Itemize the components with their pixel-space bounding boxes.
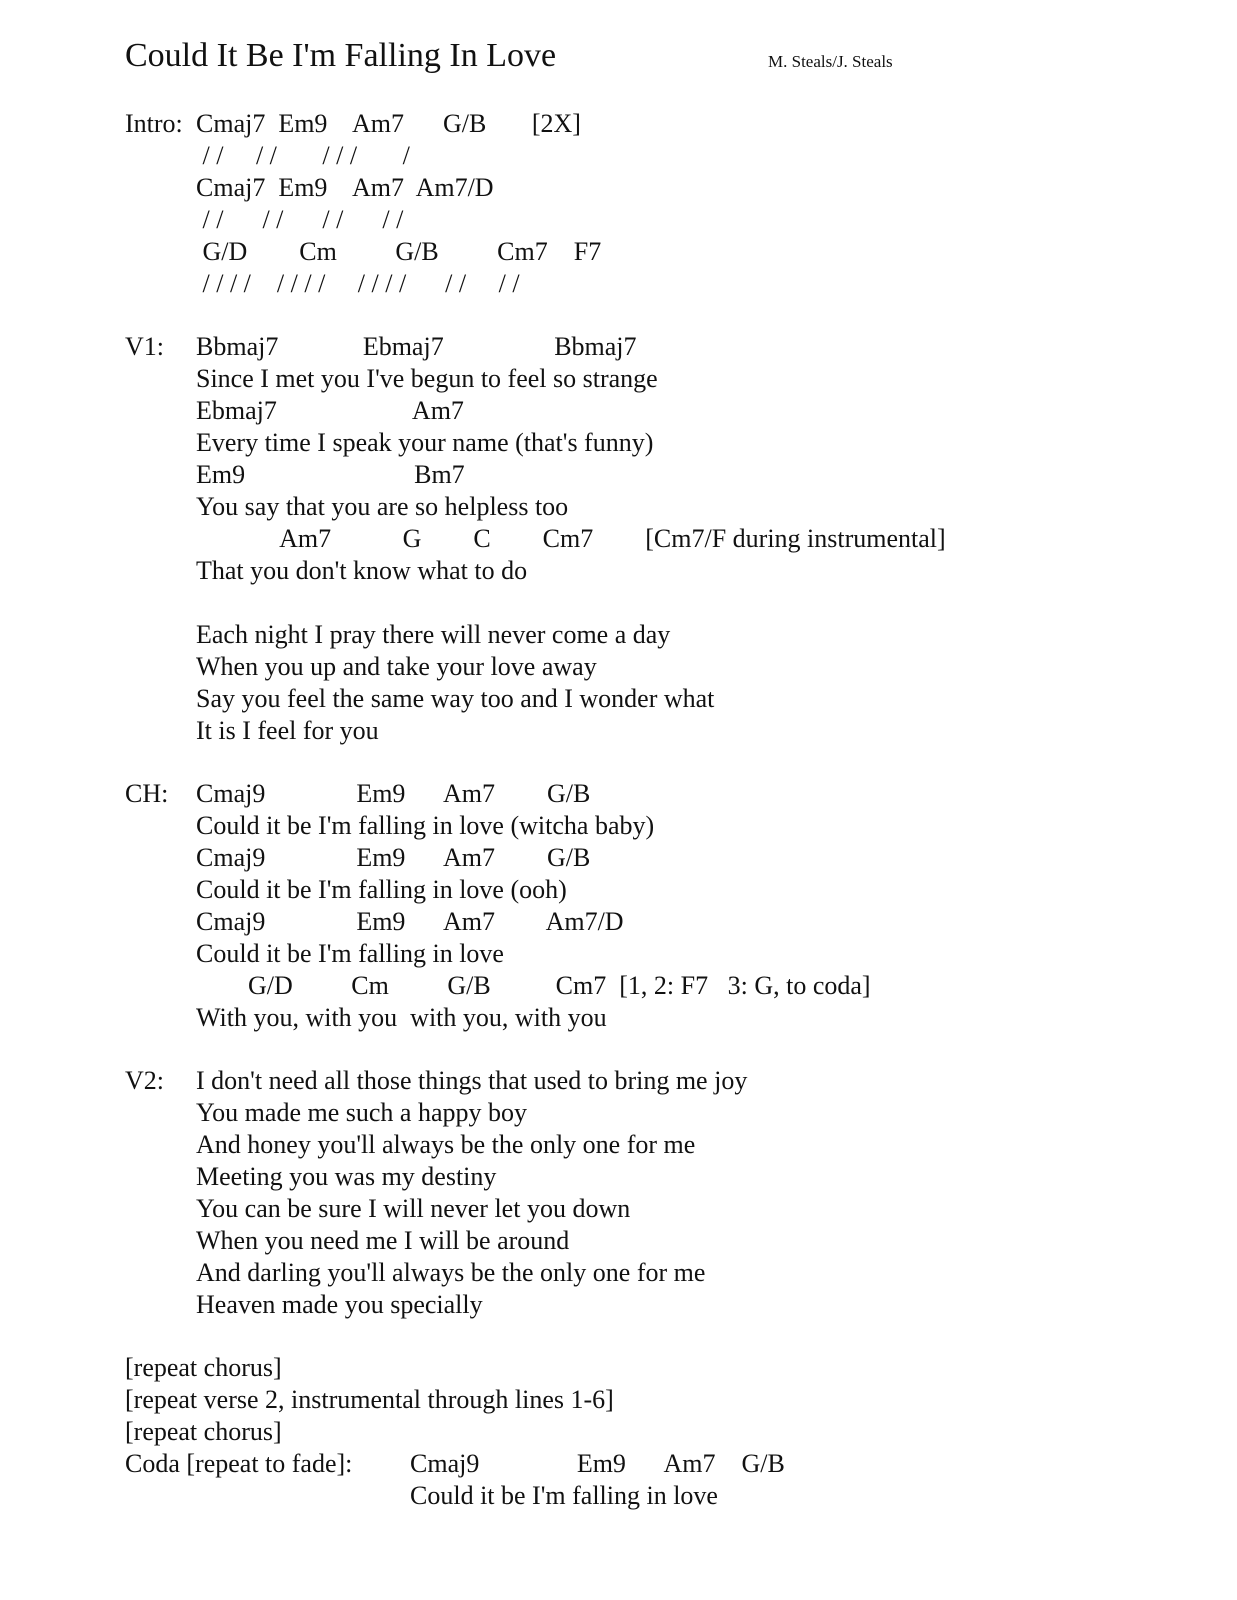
chord-line: Cmaj9 Em9 Am7 Am7/D <box>196 907 624 936</box>
strum-line: / / / / / / / / <box>196 205 404 234</box>
chord-line: Bbmaj7 Ebmaj7 Bbmaj7 <box>196 332 637 361</box>
lyric-line: You made me such a happy boy <box>196 1098 527 1127</box>
song-title: Could It Be I'm Falling In Love <box>125 37 557 74</box>
lyric-line: It is I feel for you <box>196 716 379 745</box>
section-label-chorus: CH: <box>125 779 169 808</box>
section-label-intro: Intro: <box>125 109 183 138</box>
lyric-line: Could it be I'm falling in love (ooh) <box>196 875 567 904</box>
lyric-line: With you, with you with you, with you <box>196 1003 607 1032</box>
lyric-line: Could it be I'm falling in love (witcha baby) <box>196 811 655 840</box>
lyric-line: You say that you are so helpless too <box>196 492 569 521</box>
chord-line: Cmaj9 Em9 Am7 G/B <box>196 779 591 808</box>
chord-line: Cmaj7 Em9 Am7 Am7/D <box>196 173 494 202</box>
lyric-line: When you up and take your love away <box>196 652 597 681</box>
lyric-line: Heaven made you specially <box>196 1290 483 1319</box>
instruction-line: [repeat chorus] <box>125 1353 282 1382</box>
chord-line: Em9 Bm7 <box>196 460 465 489</box>
chord-line: Cmaj7 Em9 Am7 G/B [2X] <box>196 109 581 138</box>
lyric-line: And darling you'll always be the only one for me <box>196 1258 706 1287</box>
chord-line: Cmaj9 Em9 Am7 G/B <box>196 843 591 872</box>
instruction-line: [repeat verse 2, instrumental through lines 1-6] <box>125 1385 614 1414</box>
lyric-line: Meeting you was my destiny <box>196 1162 497 1191</box>
chord-line: Cmaj9 Em9 Am7 G/B <box>410 1449 785 1478</box>
chord-line: Am7 G C Cm7 [Cm7/F during instrumental] <box>196 524 946 553</box>
chord-line: G/D Cm G/B Cm7 [1, 2: F7 3: G, to coda] <box>196 971 871 1000</box>
chord-line: G/D Cm G/B Cm7 F7 <box>196 237 602 266</box>
lyric-line: You can be sure I will never let you down <box>196 1194 631 1223</box>
chord-line: Ebmaj7 Am7 <box>196 396 464 425</box>
lyric-line: That you don't know what to do <box>196 556 528 585</box>
section-label-verse-2: V2: <box>125 1066 164 1095</box>
lyric-line: Say you feel the same way too and I wonder what <box>196 684 715 713</box>
section-label-coda: Coda [repeat to fade]: <box>125 1449 353 1478</box>
strum-line: / / / / / / / / / / / / / / / / <box>196 269 520 298</box>
section-label-verse-1: V1: <box>125 332 164 361</box>
lyric-line: Could it be I'm falling in love <box>410 1481 718 1510</box>
lyric-line: I don't need all those things that used to bring me joy <box>196 1066 748 1095</box>
lyric-line: Each night I pray there will never come a day <box>196 620 671 649</box>
lyric-line: Could it be I'm falling in love <box>196 939 504 968</box>
strum-line: / / / / / / / / <box>196 141 410 170</box>
lyric-line: When you need me I will be around <box>196 1226 570 1255</box>
lyric-line: Every time I speak your name (that's funny) <box>196 428 654 457</box>
lyric-line: And honey you'll always be the only one for me <box>196 1130 696 1159</box>
instruction-line: [repeat chorus] <box>125 1417 282 1446</box>
lyric-line: Since I met you I've begun to feel so strange <box>196 364 658 393</box>
song-author: M. Steals/J. Steals <box>768 52 893 71</box>
